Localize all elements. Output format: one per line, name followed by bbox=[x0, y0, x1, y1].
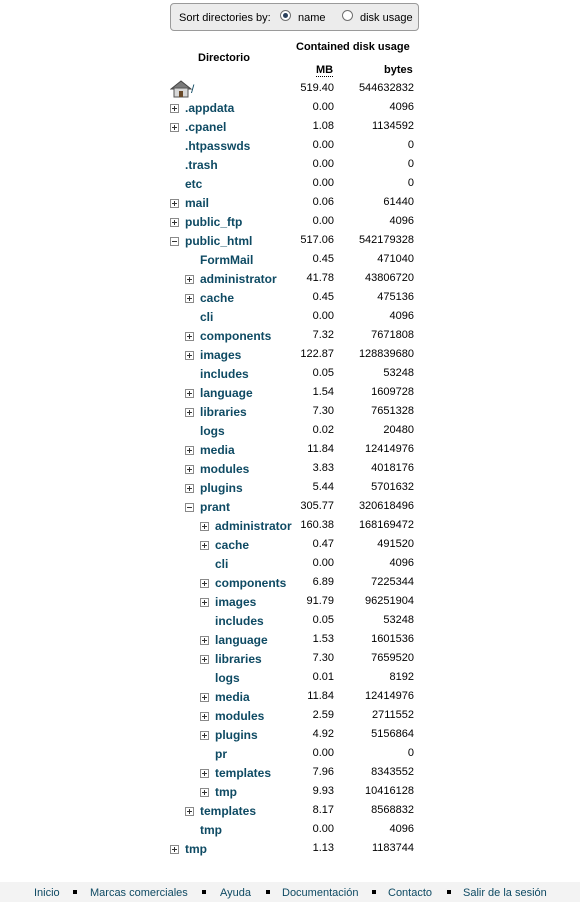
bytes-value: 61440 bbox=[383, 196, 414, 208]
bytes-value: 1601536 bbox=[371, 633, 414, 645]
directory-name[interactable]: .cpanel bbox=[185, 120, 227, 134]
mb-value: 4.92 bbox=[312, 728, 334, 740]
bytes-value: 53248 bbox=[383, 614, 414, 626]
directory-name[interactable]: plugins bbox=[200, 481, 243, 495]
directory-row bbox=[0, 252, 580, 271]
expand-icon[interactable] bbox=[200, 541, 209, 550]
directory-row bbox=[0, 822, 580, 841]
bytes-value: 96251904 bbox=[365, 595, 414, 607]
bytes-value: 7659520 bbox=[371, 652, 414, 664]
sort-by-usage-radio[interactable] bbox=[342, 10, 353, 21]
directory-row bbox=[0, 233, 580, 252]
bytes-value: 4096 bbox=[389, 310, 414, 322]
expand-icon[interactable] bbox=[185, 332, 194, 341]
bytes-value: 4096 bbox=[389, 557, 414, 569]
directory-row bbox=[0, 575, 580, 594]
bytes-value: 7651328 bbox=[371, 405, 414, 417]
footer-separator bbox=[447, 890, 451, 894]
bytes-value: 471040 bbox=[377, 253, 414, 265]
footer-link-marcas-comerciales[interactable]: Marcas comerciales bbox=[90, 887, 188, 899]
directory-name[interactable]: modules bbox=[200, 462, 250, 476]
bytes-value: 4096 bbox=[389, 823, 414, 835]
collapse-icon[interactable] bbox=[185, 503, 194, 512]
mb-value: 7.96 bbox=[312, 766, 334, 778]
directory-name[interactable]: FormMail bbox=[200, 253, 254, 267]
mb-value: 0.05 bbox=[312, 367, 334, 379]
mb-value: 0.47 bbox=[312, 538, 334, 550]
bytes-value: 53248 bbox=[383, 367, 414, 379]
directory-row bbox=[0, 784, 580, 803]
directory-row bbox=[0, 328, 580, 347]
directory-row bbox=[0, 309, 580, 328]
bytes-value: 10416128 bbox=[365, 785, 414, 797]
directory-row bbox=[0, 290, 580, 309]
directory-name[interactable]: .appdata bbox=[185, 101, 235, 115]
mb-value: 8.17 bbox=[312, 804, 334, 816]
mb-value: 0.00 bbox=[312, 177, 334, 189]
directory-name[interactable]: language bbox=[200, 386, 253, 400]
footer-nav bbox=[0, 882, 580, 902]
usage-column-header: Contained disk usage bbox=[296, 41, 410, 53]
directory-name[interactable]: libraries bbox=[200, 405, 247, 419]
directory-name[interactable]: logs bbox=[215, 671, 240, 685]
mb-value: 0.01 bbox=[312, 671, 334, 683]
directory-name[interactable]: tmp bbox=[200, 823, 222, 837]
directory-name[interactable]: includes bbox=[215, 614, 264, 628]
directory-row bbox=[0, 841, 580, 860]
expand-icon[interactable] bbox=[200, 731, 209, 740]
directory-name[interactable]: logs bbox=[200, 424, 225, 438]
mb-value: 0.45 bbox=[312, 253, 334, 265]
expand-icon[interactable] bbox=[200, 712, 209, 721]
directory-name[interactable]: templates bbox=[215, 766, 272, 780]
mb-value: 0.00 bbox=[312, 747, 334, 759]
bytes-value: 542179328 bbox=[358, 234, 414, 246]
directory-row bbox=[0, 746, 580, 765]
directory-name[interactable]: public_ftp bbox=[185, 215, 243, 229]
bytes-value: 7225344 bbox=[371, 576, 414, 588]
directory-name[interactable]: includes bbox=[200, 367, 249, 381]
expand-icon[interactable] bbox=[185, 446, 194, 455]
expand-icon[interactable] bbox=[185, 807, 194, 816]
expand-icon[interactable] bbox=[200, 655, 209, 664]
directory-row bbox=[0, 214, 580, 233]
bytes-value: 491520 bbox=[377, 538, 414, 550]
directory-name[interactable]: images bbox=[200, 348, 242, 362]
mb-value: 0.02 bbox=[312, 424, 334, 436]
directory-name[interactable]: cache bbox=[215, 538, 250, 552]
expand-icon[interactable] bbox=[200, 598, 209, 607]
expand-icon[interactable] bbox=[200, 769, 209, 778]
mb-value: 7.32 bbox=[312, 329, 334, 341]
directory-row bbox=[0, 632, 580, 651]
expand-icon[interactable] bbox=[185, 465, 194, 474]
directory-row bbox=[0, 195, 580, 214]
directory-name[interactable]: cli bbox=[200, 310, 214, 324]
directory-column-header: Directorio bbox=[198, 52, 250, 64]
directory-name[interactable]: images bbox=[215, 595, 257, 609]
mb-value: 1.53 bbox=[312, 633, 334, 645]
mb-value: 0.00 bbox=[312, 101, 334, 113]
sort-by-usage-label[interactable]: disk usage bbox=[360, 12, 413, 24]
directory-row bbox=[0, 803, 580, 822]
footer-separator bbox=[73, 890, 77, 894]
directory-row bbox=[0, 271, 580, 290]
footer-separator bbox=[202, 890, 206, 894]
bytes-value: 544632832 bbox=[358, 82, 414, 94]
bytes-value: 12414976 bbox=[365, 443, 414, 455]
sort-by-name-label[interactable]: name bbox=[298, 12, 326, 24]
mb-value: 122.87 bbox=[300, 348, 334, 360]
mb-value: 0.00 bbox=[312, 158, 334, 170]
mb-value: 1.54 bbox=[312, 386, 334, 398]
expand-icon[interactable] bbox=[170, 104, 179, 113]
mb-value: 9.93 bbox=[312, 785, 334, 797]
bytes-value: 475136 bbox=[377, 291, 414, 303]
directory-name[interactable]: components bbox=[215, 576, 287, 590]
directory-row bbox=[0, 765, 580, 784]
directory-name[interactable]: media bbox=[200, 443, 235, 457]
expand-icon[interactable] bbox=[185, 351, 194, 360]
collapse-icon[interactable] bbox=[170, 237, 179, 246]
directory-row bbox=[0, 157, 580, 176]
bytes-value: 8343552 bbox=[371, 766, 414, 778]
directory-row bbox=[0, 708, 580, 727]
directory-name[interactable]: tmp bbox=[185, 842, 207, 856]
directory-row bbox=[0, 461, 580, 480]
expand-icon[interactable] bbox=[185, 294, 194, 303]
bytes-value: 1183744 bbox=[371, 842, 414, 854]
bytes-value: 4018176 bbox=[371, 462, 414, 474]
bytes-value: 0 bbox=[407, 747, 414, 759]
bytes-value: 1609728 bbox=[371, 386, 414, 398]
bytes-value: 2711552 bbox=[371, 709, 414, 721]
directory-row bbox=[0, 176, 580, 195]
directory-name[interactable]: plugins bbox=[215, 728, 258, 742]
expand-icon[interactable] bbox=[170, 199, 179, 208]
bytes-value: 12414976 bbox=[365, 690, 414, 702]
directory-row bbox=[0, 366, 580, 385]
bytes-value: 4096 bbox=[389, 101, 414, 113]
footer-separator bbox=[372, 890, 376, 894]
sort-options-box bbox=[170, 3, 419, 31]
directory-name[interactable]: mail bbox=[185, 196, 210, 210]
directory-name[interactable]: public_html bbox=[185, 234, 253, 248]
bytes-value: 1134592 bbox=[371, 120, 414, 132]
directory-name[interactable]: libraries bbox=[215, 652, 262, 666]
mb-value: 2.59 bbox=[312, 709, 334, 721]
directory-name[interactable]: tmp bbox=[215, 785, 237, 799]
directory-row bbox=[0, 499, 580, 518]
expand-icon[interactable] bbox=[200, 693, 209, 702]
expand-icon[interactable] bbox=[185, 275, 194, 284]
bytes-value: 8192 bbox=[389, 671, 414, 683]
directory-name[interactable]: prant bbox=[200, 500, 230, 514]
directory-name[interactable]: templates bbox=[200, 804, 257, 818]
mb-value: 305.77 bbox=[300, 500, 334, 512]
bytes-value: 0 bbox=[407, 139, 414, 151]
directory-name[interactable]: pr bbox=[215, 747, 227, 761]
mb-value: 517.06 bbox=[300, 234, 334, 246]
sort-label: Sort directories by: bbox=[179, 12, 271, 24]
directory-row bbox=[0, 119, 580, 138]
directory-row bbox=[0, 81, 580, 100]
bytes-value: 20480 bbox=[383, 424, 414, 436]
mb-value: 160.38 bbox=[300, 519, 334, 531]
mb-value: 41.78 bbox=[306, 272, 334, 284]
directory-name[interactable]: .trash bbox=[185, 158, 218, 172]
footer-separator bbox=[266, 890, 270, 894]
footer-link-inicio[interactable]: Inicio bbox=[34, 887, 60, 899]
directory-name[interactable]: cache bbox=[200, 291, 235, 305]
directory-row bbox=[0, 594, 580, 613]
directory-row bbox=[0, 423, 580, 442]
directory-name[interactable]: administrator bbox=[200, 272, 277, 286]
expand-icon[interactable] bbox=[200, 522, 209, 531]
directory-row bbox=[0, 347, 580, 366]
directory-row bbox=[0, 537, 580, 556]
mb-value: 519.40 bbox=[300, 82, 334, 94]
directory-row bbox=[0, 442, 580, 461]
directory-row bbox=[0, 404, 580, 423]
expand-icon[interactable] bbox=[185, 408, 194, 417]
bytes-value: 168169472 bbox=[358, 519, 414, 531]
directory-row bbox=[0, 651, 580, 670]
directory-name[interactable]: .htpasswds bbox=[185, 139, 251, 153]
mb-value: 3.83 bbox=[312, 462, 334, 474]
mb-value: 0.00 bbox=[312, 557, 334, 569]
bytes-value: 5701632 bbox=[371, 481, 414, 493]
mb-value: 0.00 bbox=[312, 823, 334, 835]
bytes-value: 0 bbox=[407, 177, 414, 189]
mb-value: 0.45 bbox=[312, 291, 334, 303]
footer-link-ayuda[interactable]: Ayuda bbox=[220, 887, 251, 899]
expand-icon[interactable] bbox=[200, 579, 209, 588]
mb-value: 1.13 bbox=[312, 842, 334, 854]
directory-row bbox=[0, 670, 580, 689]
expand-icon[interactable] bbox=[170, 123, 179, 132]
directory-row bbox=[0, 518, 580, 537]
directory-row bbox=[0, 556, 580, 575]
expand-icon[interactable] bbox=[185, 389, 194, 398]
mb-value: 11.84 bbox=[307, 443, 334, 455]
bytes-value: 4096 bbox=[389, 215, 414, 227]
directory-row bbox=[0, 385, 580, 404]
expand-icon[interactable] bbox=[185, 484, 194, 493]
bytes-column-header: bytes bbox=[384, 64, 413, 76]
directory-row bbox=[0, 100, 580, 119]
directory-row bbox=[0, 727, 580, 746]
footer-link-documentacion[interactable]: Documentación bbox=[282, 887, 359, 899]
directory-row bbox=[0, 613, 580, 632]
bytes-value: 5156864 bbox=[371, 728, 414, 740]
expand-icon[interactable] bbox=[170, 218, 179, 227]
sort-by-name-radio[interactable] bbox=[280, 10, 291, 21]
footer-link-salir[interactable]: Salir de la sesión bbox=[463, 887, 547, 899]
bytes-value: 43806720 bbox=[365, 272, 414, 284]
directory-row bbox=[0, 689, 580, 708]
directory-name[interactable]: components bbox=[200, 329, 272, 343]
bytes-value: 128839680 bbox=[358, 348, 414, 360]
mb-value: 7.30 bbox=[312, 405, 334, 417]
directory-row bbox=[0, 138, 580, 157]
directory-name[interactable]: / bbox=[191, 82, 195, 96]
directory-name[interactable]: etc bbox=[185, 177, 203, 191]
mb-value: 91.79 bbox=[306, 595, 334, 607]
bytes-value: 8568832 bbox=[371, 804, 414, 816]
directory-name[interactable]: cli bbox=[215, 557, 229, 571]
bytes-value: 7671808 bbox=[371, 329, 414, 341]
mb-value: 0.00 bbox=[312, 310, 334, 322]
directory-name[interactable]: administrator bbox=[215, 519, 292, 533]
mb-value: 0.06 bbox=[312, 196, 334, 208]
mb-value: 6.89 bbox=[312, 576, 334, 588]
expand-icon[interactable] bbox=[200, 788, 209, 797]
mb-value: 0.00 bbox=[312, 215, 334, 227]
directory-row bbox=[0, 480, 580, 499]
directory-name[interactable]: modules bbox=[215, 709, 265, 723]
mb-value: 7.30 bbox=[312, 652, 334, 664]
directory-name[interactable]: language bbox=[215, 633, 268, 647]
mb-value: 0.00 bbox=[312, 139, 334, 151]
expand-icon[interactable] bbox=[170, 845, 179, 854]
footer-link-contacto[interactable]: Contacto bbox=[388, 887, 433, 899]
mb-value: 0.05 bbox=[312, 614, 334, 626]
mb-value: 1.08 bbox=[312, 120, 334, 132]
mb-column-header[interactable]: MB bbox=[316, 64, 334, 76]
mb-value: 11.84 bbox=[307, 690, 334, 702]
mb-value: 5.44 bbox=[312, 481, 334, 493]
bytes-value: 320618496 bbox=[358, 500, 414, 512]
bytes-value: 0 bbox=[407, 158, 414, 170]
expand-icon[interactable] bbox=[200, 636, 209, 645]
directory-name[interactable]: media bbox=[215, 690, 250, 704]
